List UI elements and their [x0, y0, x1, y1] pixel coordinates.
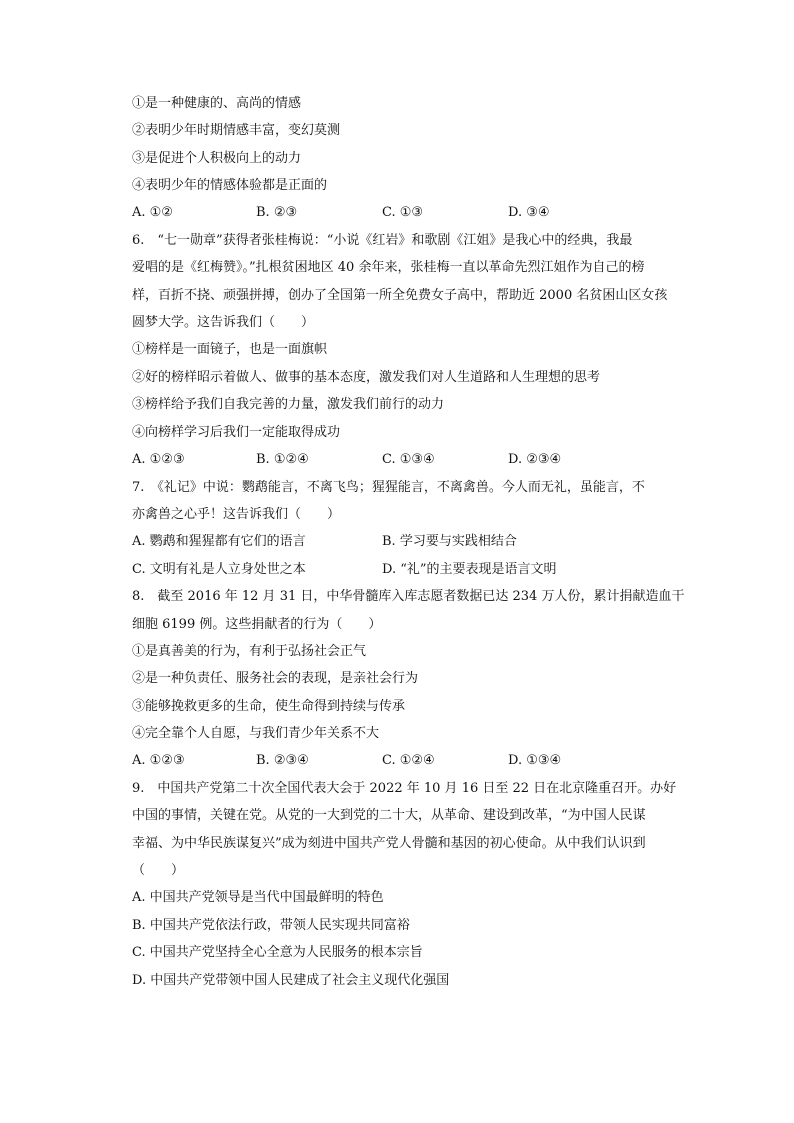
q5-statement-1: ①是一种健康的、高尚的情感	[132, 96, 302, 111]
q8-statement-4: ④完全靠个人自愿，与我们青少年关系不大	[132, 726, 380, 741]
q6-option-b[interactable]: B. ①②④	[256, 452, 309, 467]
q8-option-d[interactable]: D. ①③④	[508, 753, 562, 768]
q6-stem-line-3: 样，百折不挠、顽强拼搏，创办了全国第一所全免费女子高中，帮助近 2000 名贫困山区女孩	[132, 288, 668, 303]
q6-statement-2: ②好的榜样昭示着做人、做事的基本态度，激发我们对人生道路和人生理想的思考	[132, 370, 601, 385]
q8-statement-3: ③能够挽救更多的生命，使生命得到持续与传承	[132, 699, 406, 714]
q9-option-a[interactable]: A. 中国共产党领导是当代中国最鲜明的特色	[132, 890, 384, 905]
q8-stem-line-1: 8. 截至 2016 年 12 月 31 日，中华骨髓库入库志愿者数据已达 234 万人份，累计捐献造血干	[132, 589, 685, 604]
q5-option-b[interactable]: B. ②③	[256, 205, 298, 220]
q9-stem-line-2: 中国的事情，关键在党。从党的一大到党的二十大，从革命、建设到改革，“为中国人民谋	[132, 808, 646, 823]
q9-stem-line-3: 幸福、为中华民族谋复兴”成为刻进中国共产党人骨髓和基因的初心使命。从中我们认识到	[132, 836, 646, 851]
q9-option-d[interactable]: D. 中国共产党带领中国人民建成了社会主义现代化强国	[132, 973, 450, 988]
q6-stem-line-2: 爱唱的是《红梅赞》。”扎根贫困地区 40 余年来，张桂梅一直以革命先烈江姐作为自己的榜	[132, 260, 645, 275]
q8-option-a[interactable]: A. ①②③	[132, 753, 185, 768]
q6-stem-line-4: 圆梦大学。这告诉我们（ ）	[132, 315, 315, 330]
q6-option-d[interactable]: D. ②③④	[508, 452, 562, 467]
q9-option-c[interactable]: C. 中国共产党坚持全心全意为人民服务的根本宗旨	[132, 945, 423, 960]
q5-statement-3: ③是促进个人积极向上的动力	[132, 151, 302, 166]
q7-stem-line-2: 亦禽兽之心乎！这告诉我们（ ）	[132, 507, 341, 522]
q8-option-b[interactable]: B. ②③④	[256, 753, 309, 768]
q5-statement-4: ④表明少年的情感体验都是正面的	[132, 178, 328, 193]
q6-statement-3: ③榜样给予我们自我完善的力量，激发我们前行的动力	[132, 397, 445, 412]
q5-statement-2: ②表明少年时期情感丰富，变幻莫测	[132, 123, 341, 138]
q8-option-c[interactable]: C. ①②④	[382, 753, 435, 768]
q7-option-c[interactable]: C. 文明有礼是人立身处世之本	[132, 562, 306, 577]
q9-stem-line-1: 9. 中国共产党第二十次全国代表大会于 2022 年 10 月 16 日至 22 日在北京隆重召开。办好	[132, 781, 677, 796]
q8-stem-line-2: 细胞 6199 例。这些捐献者的行为（ ）	[132, 617, 382, 632]
q6-option-a[interactable]: A. ①②③	[132, 452, 185, 467]
q7-option-a[interactable]: A. 鹦鹉和猩猩都有它们的语言	[132, 534, 306, 549]
q6-statement-1: ①榜样是一面镜子，也是一面旗帜	[132, 342, 328, 357]
q9-stem-line-4: （ ）	[132, 863, 185, 878]
q7-stem-line-1: 7. 《礼记》中说：鹦鹉能言，不离飞鸟；猩猩能言，不离禽兽。今人而无礼，虽能言，不	[132, 480, 645, 495]
q5-option-d[interactable]: D. ③④	[508, 205, 550, 220]
q5-option-c[interactable]: C. ①③	[382, 205, 424, 220]
q9-option-b[interactable]: B. 中国共产党依法行政，带领人民实现共同富裕	[132, 918, 410, 933]
q8-statement-1: ①是真善美的行为，有利于弘扬社会正气	[132, 644, 367, 659]
q7-option-d[interactable]: D. “礼”的主要表现是语言文明	[382, 562, 557, 577]
q5-option-a[interactable]: A. ①②	[132, 205, 173, 220]
q6-statement-4: ④向榜样学习后我们一定能取得成功	[132, 425, 341, 440]
q6-option-c[interactable]: C. ①③④	[382, 452, 435, 467]
q6-stem-line-1: 6. “七一勋章”获得者张桂梅说：“小说《红岩》和歌剧《江姐》是我心中的经典，我最	[132, 233, 633, 248]
q8-statement-2: ②是一种负责任、服务社会的表现，是亲社会行为	[132, 671, 419, 686]
q7-option-b[interactable]: B. 学习要与实践相结合	[382, 534, 517, 549]
